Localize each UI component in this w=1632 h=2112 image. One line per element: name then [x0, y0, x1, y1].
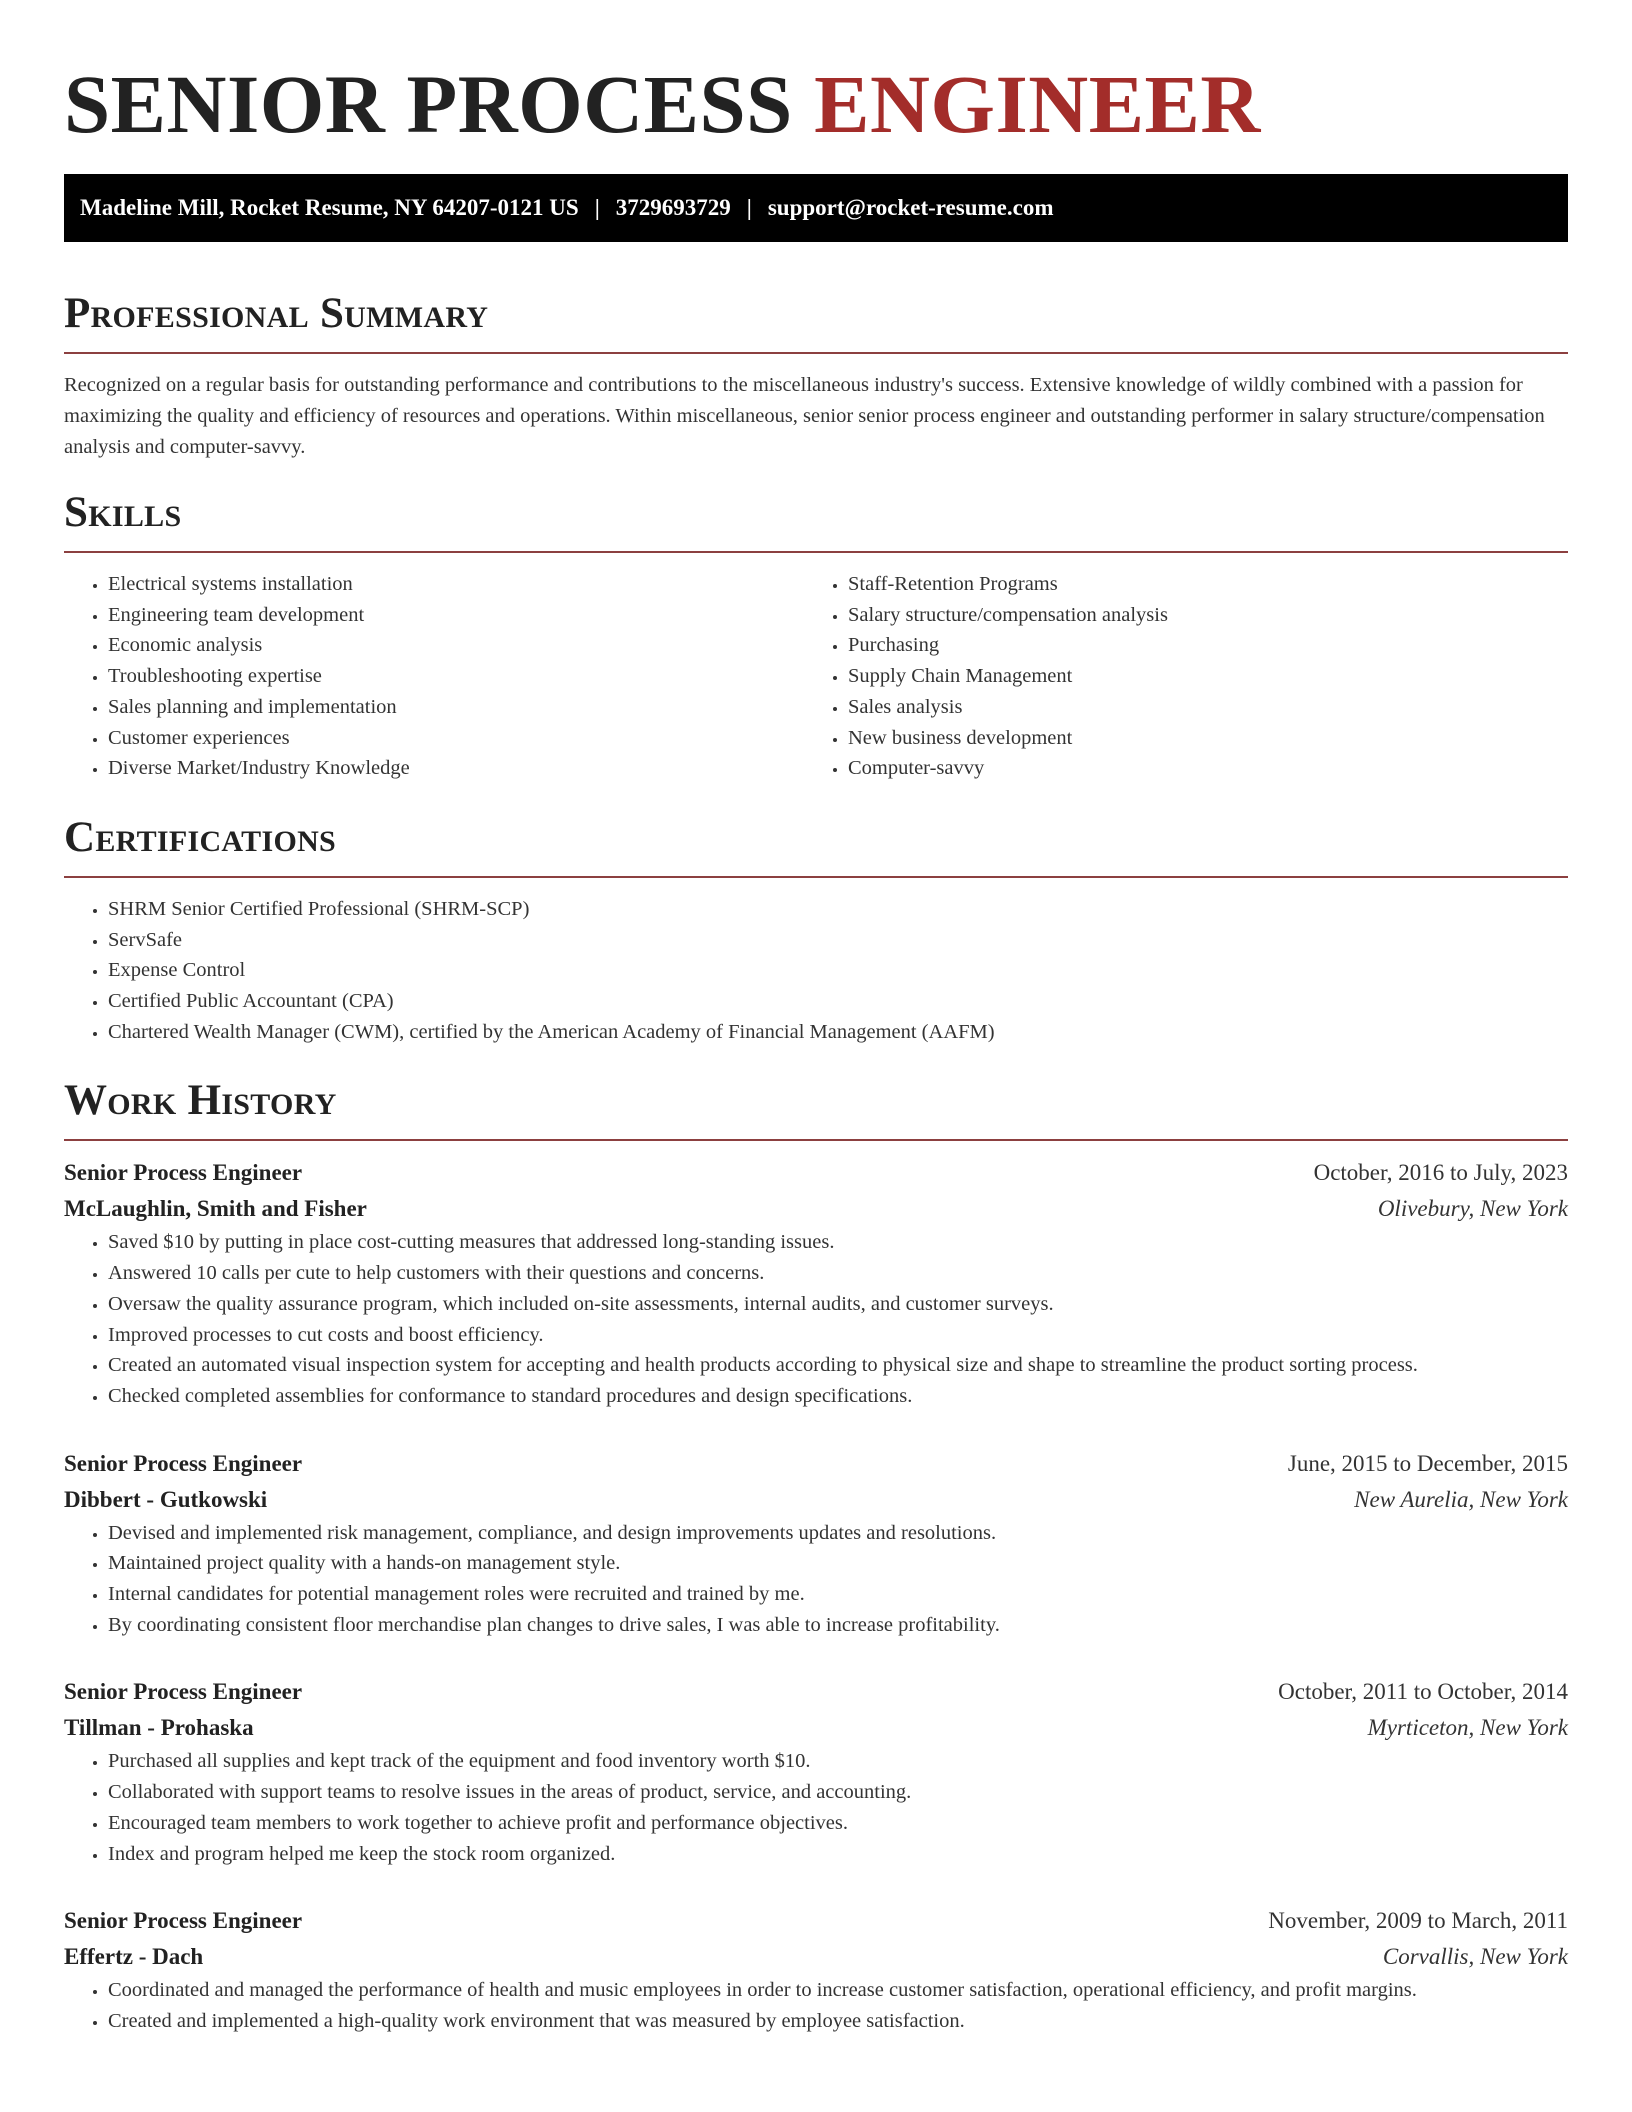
job-company: Effertz - Dach [64, 1944, 204, 1970]
job-bullet: • Purchased all supplies and kept track of the equipment and food inventory worth $10. [108, 1746, 1568, 1777]
job-subheader [64, 1710, 1568, 1746]
job-bullet: • Maintained project quality with a hands-on management style. [108, 1548, 1568, 1579]
contact-bar [64, 174, 1568, 242]
job-role: Senior Process Engineer [64, 1450, 303, 1476]
job-bullet: • By coordinating consistent floor merchandise plan changes to drive sales, I was able to increase profitability. [108, 1610, 1568, 1641]
job-bullet: • Encouraged team members to work together to achieve profit and performance objectives. [108, 1808, 1568, 1839]
job-dates: June, 2015 to December, 2015 [1287, 1450, 1568, 1476]
job-bullet: • Answered 10 calls per cute to help customers with their questions and concerns. [108, 1258, 1568, 1289]
job-location: Olivebury, New York [1377, 1196, 1568, 1222]
skill-item: • Staff-Retention Programs [848, 569, 1544, 600]
job-entry [64, 1155, 1568, 1411]
skill-item: • Electrical systems installation [108, 569, 804, 600]
job-bullet: • Created and implemented a high-quality work environment that was measured by employee satisfaction. [108, 2006, 1568, 2037]
certification-item: • Expense Control [108, 955, 1568, 986]
job-bullet: • Coordinated and managed the performance of health and music employees in order to increase customer satisfaction, operational efficiency, and profit margins. [108, 1975, 1568, 2006]
job-role: Senior Process Engineer [64, 1160, 303, 1186]
certification-item: • SHRM Senior Certified Professional (SHRM-SCP) [108, 894, 1568, 925]
job-bullets [64, 1975, 1568, 2036]
job-entry [64, 1446, 1568, 1641]
job-company: Tillman - Prohaska [64, 1715, 254, 1741]
job-bullets [64, 1746, 1568, 1869]
certification-item: • Chartered Wealth Manager (CWM), certified by the American Academy of Financial Management (AAFM) [108, 1017, 1568, 1048]
title-accent: ENGINEER [814, 58, 1261, 150]
contact-phone: 3729693729 [615, 195, 731, 220]
summary-text: Recognized on a regular basis for outstanding performance and contributions to the miscellaneous industry's success. Extensive knowledge of wildly combined with a passion for maximizing the quality and efficiency of resources and operations. Within miscellaneous, senior senior process engineer and outstanding performer in salary structure/compensation analysis and computer-savvy. [64, 374, 1545, 458]
title-main: SENIOR PROCESS [64, 58, 793, 150]
skill-item: • Diverse Market/Industry Knowledge [108, 753, 804, 784]
skill-item: • Customer experiences [108, 723, 804, 754]
skills-list-left [64, 569, 804, 784]
skills-column-left [64, 569, 804, 784]
job-bullet: • Devised and implemented risk management, compliance, and design improvements updates and resolutions. [108, 1518, 1568, 1549]
job-company: McLaughlin, Smith and Fisher [64, 1196, 367, 1222]
section-divider [64, 352, 1568, 354]
job-company: Dibbert - Gutkowski [64, 1486, 268, 1512]
skill-item: • Sales analysis [848, 692, 1544, 723]
job-role: Senior Process Engineer [64, 1679, 303, 1705]
job-bullets [64, 1518, 1568, 1641]
section-divider [64, 876, 1568, 878]
job-bullet: • Index and program helped me keep the stock room organized. [108, 1839, 1568, 1870]
certification-item: • ServSafe [108, 925, 1568, 956]
skill-item: • Economic analysis [108, 630, 804, 661]
work-history-heading: Work History [64, 1077, 337, 1125]
job-location: Corvallis, New York [1382, 1944, 1568, 1970]
job-subheader [64, 1191, 1568, 1227]
job-dates: October, 2016 to July, 2023 [1313, 1160, 1568, 1186]
job-dates: October, 2011 to October, 2014 [1278, 1679, 1568, 1705]
job-bullet: • Collaborated with support teams to resolve issues in the areas of product, service, and accounting. [108, 1777, 1568, 1808]
skills-heading: Skills [64, 489, 182, 536]
skill-item: • Troubleshooting expertise [108, 661, 804, 692]
summary-heading: Professional Summary [64, 290, 489, 337]
skill-item: • Purchasing [848, 630, 1544, 661]
section-divider [64, 551, 1568, 553]
job-header [64, 1674, 1568, 1710]
contact-separator: | [594, 195, 600, 220]
contact-separator: | [746, 195, 752, 220]
job-dates: November, 2009 to March, 2011 [1268, 1908, 1568, 1934]
job-header [64, 1903, 1568, 1939]
job-subheader [64, 1939, 1568, 1975]
skill-item: • Salary structure/compensation analysis [848, 600, 1544, 631]
summary-section [64, 286, 1568, 463]
job-location: Myrticeton, New York [1367, 1715, 1568, 1741]
job-bullet: • Created an automated visual inspection system for accepting and health products according to physical size and shape to streamline the product sorting process. [108, 1350, 1568, 1381]
job-location: New Aurelia, New York [1354, 1486, 1568, 1512]
certifications-heading: Certifications [64, 813, 337, 861]
job-bullets [64, 1227, 1568, 1411]
skills-section [64, 485, 1568, 784]
certification-item: • Certified Public Accountant (CPA) [108, 986, 1568, 1017]
job-entry [64, 1903, 1568, 2036]
skill-item: • Engineering team development [108, 600, 804, 631]
skills-columns [64, 569, 1568, 784]
certifications-section [64, 810, 1568, 1048]
certifications-list [64, 894, 1568, 1048]
contact-email: support@rocket-resume.com [767, 195, 1054, 220]
skill-item: • Supply Chain Management [848, 661, 1544, 692]
job-bullet: • Internal candidates for potential management roles were recruited and trained by me. [108, 1579, 1568, 1610]
skills-list-right [804, 569, 1544, 784]
job-bullet: • Oversaw the quality assurance program, which included on-site assessments, internal audits, and customer surveys. [108, 1289, 1568, 1320]
skills-column-right [804, 569, 1544, 784]
skill-item: • Sales planning and implementation [108, 692, 804, 723]
job-header [64, 1446, 1568, 1482]
skill-item: • New business development [848, 723, 1544, 754]
job-bullet: • Checked completed assemblies for conformance to standard procedures and design specifications. [108, 1381, 1568, 1412]
job-header [64, 1155, 1568, 1191]
contact-address: Madeline Mill, Rocket Resume, NY 64207-0121 US [80, 195, 579, 220]
job-bullet: • Saved $10 by putting in place cost-cutting measures that addressed long-standing issues. [108, 1227, 1568, 1258]
skill-item: • Computer-savvy [848, 753, 1544, 784]
section-divider [64, 1139, 1568, 1141]
job-subheader [64, 1482, 1568, 1518]
work-history-section [64, 1073, 1568, 2036]
job-bullet: • Improved processes to cut costs and boost efficiency. [108, 1320, 1568, 1351]
page-title [64, 58, 1568, 150]
job-entry [64, 1674, 1568, 1869]
job-role: Senior Process Engineer [64, 1908, 303, 1934]
